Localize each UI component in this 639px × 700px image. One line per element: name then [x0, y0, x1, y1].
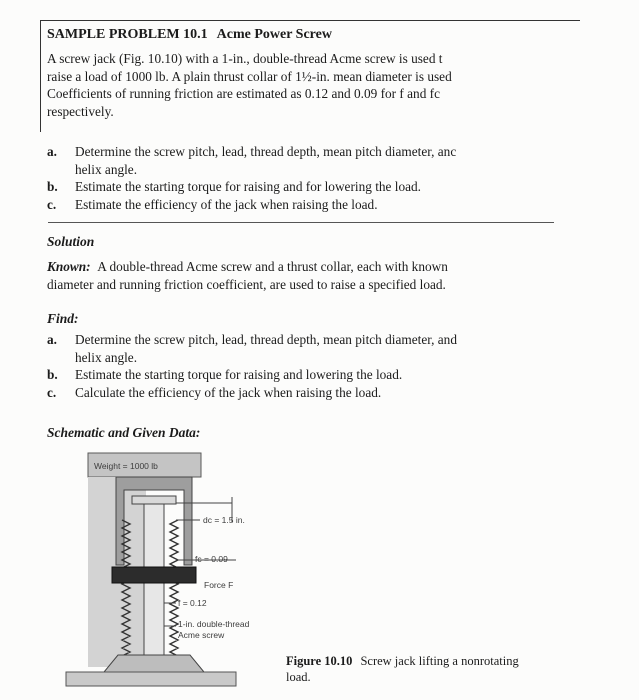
schematic-heading: Schematic and Given Data:	[47, 425, 201, 440]
thread-right	[170, 520, 178, 656]
problem-name: Acme Power Screw	[216, 27, 332, 42]
screw-label-2: Acme screw	[178, 630, 225, 640]
nut-band	[112, 567, 196, 583]
caption-text: Screw jack lifting a nonrotating	[360, 654, 519, 668]
statement-line: raise a load of 1000 lb. A plain thrust collar of 1½-in. mean diameter is used	[47, 68, 452, 84]
find-line: Determine the screw pitch, lead, thread depth, mean pitch diameter, and	[75, 332, 457, 347]
task-line: Estimate the starting torque for raising and for lowering the load.	[75, 179, 421, 194]
jack-base	[104, 655, 204, 672]
caption-line-1	[286, 653, 576, 669]
task-line: Determine the screw pitch, lead, thread depth, mean pitch diameter, anc	[75, 144, 457, 159]
screw-shaft	[144, 504, 164, 669]
find-label: b.	[47, 367, 58, 382]
task-line: Estimate the efficiency of the jack when raising the load.	[75, 196, 378, 212]
solution-heading: Solution	[47, 234, 95, 249]
weight-label: Weight = 1000 lb	[94, 461, 158, 471]
find-label: a.	[47, 332, 57, 347]
caption-line-2: load.	[286, 670, 311, 684]
find-line: Calculate the efficiency of the jack when raising the load.	[75, 384, 382, 400]
screw-label-1: 1-in. double-thread	[178, 619, 250, 629]
dc-label: dc = 1.5 in.	[203, 515, 245, 525]
known-text: A double-thread Acme screw and a thrust collar, each with known	[97, 259, 448, 274]
find-label: c.	[47, 384, 57, 400]
find-line: Estimate the starting torque for raising and lowering the load.	[75, 367, 403, 382]
task-label: a.	[47, 144, 57, 159]
figure-caption	[286, 653, 576, 685]
known-line-2: diameter and running friction coefficient, are used to raise a specified load.	[47, 276, 446, 292]
statement-line: A screw jack (Fig. 10.10) with a 1-in., double-thread Acme screw is used t	[47, 51, 443, 66]
problem-number: SAMPLE PROBLEM 10.1	[47, 27, 208, 42]
force-label: Force F	[204, 580, 234, 590]
task-label: b.	[47, 179, 58, 194]
base-plate	[66, 672, 236, 686]
statement-line: Coefficients of running friction are estimated as 0.12 and 0.09 for f and fc	[47, 86, 440, 101]
known-label: Known:	[47, 259, 91, 274]
find-line: helix angle.	[75, 349, 138, 365]
statement-line: respectively.	[47, 103, 114, 119]
find-heading: Find:	[47, 311, 79, 326]
task-line: helix angle.	[75, 161, 138, 177]
task-label: c.	[47, 196, 57, 212]
thrust-collar	[132, 496, 176, 504]
f-label: f = 0.12	[178, 598, 207, 608]
caption-number: Figure 10.10	[286, 654, 353, 668]
fc-label: fc = 0.09	[195, 554, 228, 564]
